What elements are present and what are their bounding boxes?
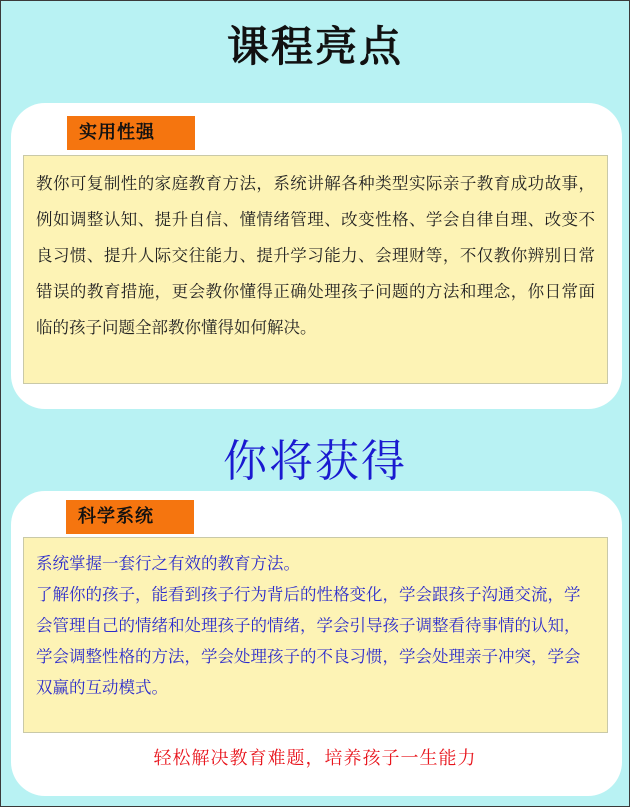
gains-paragraph: 了解你的孩子，能看到孩子行为背后的性格变化，学会跟孩子沟通交流，学会管理自己的情绪和处理孩子的情绪，学会引导孩子调整看待事情的认知，学会调整性格的方法，学会处理孩子的不良习惯，学会处理亲子冲突，学会双赢的互动模式。 xyxy=(36,585,581,697)
tag-practical: 实用性强 xyxy=(67,116,195,150)
section-title-gains: 你将获得 xyxy=(223,436,407,487)
highlights-paragraph: 教你可复制性的家庭教育方法，系统讲解各种类型实际亲子教育成功故事，例如调整认知、提升自信、懂情绪管理、改变性格、学会自律自理、改变不良习惯、提升人际交往能力、提升学习能力、会理财等，不仅教你辨别日常错误的教育措施，更会教你懂得正确处理孩子问题的方法和理念，你日常面临的孩子问题全部教你懂得如何解决。 xyxy=(36,174,595,337)
gains-textbox xyxy=(23,537,608,733)
gains-line1: 系统掌握一套行之有效的教育方法。 xyxy=(36,554,300,573)
tag-scientific: 科学系统 xyxy=(66,500,194,534)
footer-slogan: 轻松解决教育难题，培养孩子一生能力 xyxy=(153,748,477,769)
highlights-textbox xyxy=(23,155,608,384)
section-title-highlights: 课程亮点 xyxy=(226,22,403,71)
